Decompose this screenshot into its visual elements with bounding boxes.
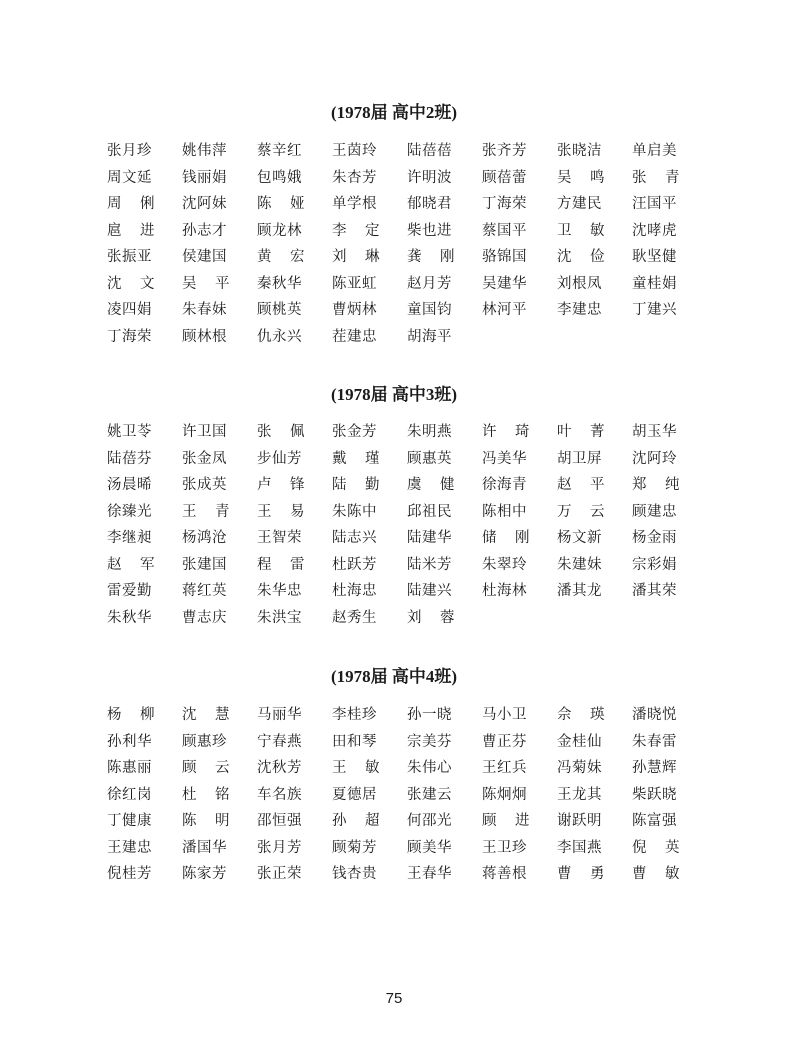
student-name: 张建云 [407,786,452,803]
student-name: 方建民 [557,196,602,212]
student-name: 周文延 [107,169,152,186]
student-name: 扈 进 [107,222,155,239]
student-name: 杨金雨 [632,530,677,546]
student-name: 姚卫苓 [107,424,152,440]
student-name: 马丽华 [257,707,302,723]
student-name: 朱春雷 [632,733,677,750]
student-name: 陆建兴 [407,583,452,599]
student-name: 顾龙林 [257,222,302,239]
student-name: 陈 明 [182,813,230,829]
student-name: 冯美华 [482,450,527,467]
student-name: 骆锦国 [482,249,527,265]
student-name: 仇永兴 [257,328,302,345]
student-name: 陆 勤 [332,477,380,493]
student-name: 顾菊芳 [332,839,377,856]
student-name: 顾桃英 [257,302,302,318]
student-name: 王 敏 [332,760,380,776]
student-name: 刘根凤 [557,275,602,292]
student-name: 吴 平 [182,275,230,292]
student-name: 谢跃明 [557,813,602,829]
student-name: 潘晓悦 [632,707,677,723]
student-name: 丁海荣 [482,196,527,212]
student-name: 张正荣 [257,866,302,882]
student-name: 童桂娟 [632,275,677,292]
student-name: 赵 平 [557,477,605,493]
student-name: 陈炯炯 [482,786,527,803]
student-name: 陈亚虹 [332,275,377,292]
student-name: 陆蓓芬 [107,450,152,467]
student-name: 朱华忠 [257,583,302,599]
student-name: 沈 文 [107,275,155,292]
student-name: 卢 锋 [257,477,305,493]
student-name: 单学根 [332,196,377,212]
student-name: 吴建华 [482,275,527,292]
student-name: 赵月芳 [407,275,452,292]
student-name: 朱明燕 [407,424,452,440]
student-name: 马小卫 [482,707,527,723]
student-name: 张振亚 [107,249,152,265]
student-name: 顾建忠 [632,503,677,520]
student-name: 张齐芳 [482,143,527,159]
student-name: 朱杏芳 [332,169,377,186]
student-name: 张月珍 [107,143,152,159]
student-name: 许 琦 [482,424,530,440]
student-name: 张金芳 [332,424,377,440]
student-name: 许卫国 [182,424,227,440]
student-name: 林河平 [482,302,527,318]
student-name: 朱洪宝 [257,609,302,626]
student-name: 陆志兴 [332,530,377,546]
student-name: 邵恒强 [257,813,302,829]
student-name: 王建忠 [107,839,152,856]
student-name: 丁健康 [107,813,152,829]
student-name: 郑 纯 [632,477,680,493]
student-name: 顾 进 [482,813,530,829]
student-name: 朱伟心 [407,760,452,776]
student-name: 刘 琳 [332,249,380,265]
student-name: 陆建华 [407,530,452,546]
student-name: 沈阿玲 [632,450,677,467]
student-name: 万 云 [557,503,605,520]
student-name: 程 雷 [257,556,305,573]
student-name: 孙 超 [332,813,380,829]
student-name: 沈哮虎 [632,222,677,239]
student-name: 孙利华 [107,733,152,750]
student-name: 冯菊妹 [557,760,602,776]
student-name: 杜海林 [482,583,527,599]
student-name: 柴也进 [407,222,452,239]
class-section-4 [0,667,788,687]
student-name: 杨鸿沧 [182,530,227,546]
section-title: (1978届 高中3班) [330,385,458,404]
student-name: 朱建妹 [557,556,602,573]
student-name: 沈 俭 [557,249,605,265]
student-name: 李继昶 [107,530,152,546]
student-name: 蒋善根 [482,866,527,882]
student-name: 潘其龙 [557,583,602,599]
student-name: 丁海荣 [107,328,152,345]
student-name: 张 佩 [257,424,305,440]
student-name: 王智荣 [257,530,302,546]
student-name: 龚 刚 [407,249,455,265]
student-name: 倪桂芳 [107,866,152,882]
student-name: 丁建兴 [632,302,677,318]
student-name: 刘 蓉 [407,609,455,626]
student-name: 钱杏贵 [332,866,377,882]
section-title: (1978届 高中4班) [330,667,458,686]
student-name: 何邵光 [407,813,452,829]
student-name: 张成英 [182,477,227,493]
student-name: 郁晓君 [407,196,452,212]
student-name: 王红兵 [482,760,527,776]
student-name: 顾蓓蕾 [482,169,527,186]
student-name: 朱秋华 [107,609,152,626]
student-name: 雷爱勤 [107,583,152,599]
student-name: 黄 宏 [257,249,305,265]
student-name: 李建忠 [557,302,602,318]
student-name: 陈相中 [482,503,527,520]
student-name: 叶 菁 [557,424,605,440]
student-name: 王 易 [257,503,305,520]
student-name: 徐红岗 [107,786,152,803]
student-name: 秦秋华 [257,275,302,292]
student-name: 吴 鸣 [557,169,605,186]
student-name: 单启美 [632,143,677,159]
student-name: 徐臻光 [107,503,152,520]
student-name: 孙志才 [182,222,227,239]
student-name: 顾林根 [182,328,227,345]
student-name: 宁春燕 [257,733,302,750]
student-name: 蒋红英 [182,583,227,599]
student-name: 曹 敏 [632,866,680,882]
student-name: 顾惠英 [407,450,452,467]
student-name: 陈惠丽 [107,760,152,776]
student-name: 姚伟萍 [182,143,227,159]
student-name: 胡卫屏 [557,450,602,467]
page-number: 75 [385,990,403,1007]
student-name: 柴跃晓 [632,786,677,803]
student-name: 包鸣娥 [257,169,302,186]
student-name: 虞 健 [407,477,455,493]
student-name: 曹正芬 [482,733,527,750]
student-name: 王卫珍 [482,839,527,856]
student-name: 孙一晓 [407,707,452,723]
student-name: 汪国平 [632,196,677,212]
name-grid [107,419,707,631]
student-name: 李 定 [332,222,380,239]
student-name: 宗彩娟 [632,556,677,573]
student-name: 金桂仙 [557,733,602,750]
student-name: 卫 敏 [557,222,605,239]
student-name: 曹志庆 [182,609,227,626]
student-name: 陈 娅 [257,196,305,212]
student-name: 张建国 [182,556,227,573]
student-name: 杜海忠 [332,583,377,599]
student-name: 沈 慧 [182,707,230,723]
student-name: 曹 勇 [557,866,605,882]
student-name: 钱丽娟 [182,169,227,186]
student-name: 汤晨晞 [107,477,152,493]
student-name: 王茵玲 [332,143,377,159]
student-name: 沈秋芳 [257,760,302,776]
student-name: 张金凤 [182,450,227,467]
student-name: 杜 铭 [182,786,230,803]
student-name: 田和琴 [332,733,377,750]
student-name: 朱春妹 [182,302,227,318]
student-name: 顾惠珍 [182,733,227,750]
student-name: 王龙其 [557,786,602,803]
student-name: 沈阿妹 [182,196,227,212]
student-name: 陈家芳 [182,866,227,882]
student-name: 顾 云 [182,760,230,776]
student-name: 朱翠玲 [482,556,527,573]
student-name: 潘其荣 [632,583,677,599]
student-name: 赵 军 [107,556,155,573]
student-name: 蔡辛红 [257,143,302,159]
student-name: 胡玉华 [632,424,677,440]
student-name: 侯建国 [182,249,227,265]
student-name: 宗美芬 [407,733,452,750]
student-name: 胡海平 [407,328,452,345]
student-name: 凌四娟 [107,302,152,318]
student-name: 储 刚 [482,530,530,546]
student-name: 陆米芳 [407,556,452,573]
student-name: 夏德居 [332,786,377,803]
student-name: 张月芳 [257,839,302,856]
student-name: 童国钧 [407,302,452,318]
student-name: 车名族 [257,786,302,803]
student-name: 王春华 [407,866,452,882]
student-name: 蔡国平 [482,222,527,239]
student-name: 徐海青 [482,477,527,493]
student-name: 杨文新 [557,530,602,546]
student-name: 周 俐 [107,196,155,212]
student-name: 杜跃芳 [332,556,377,573]
student-name: 李桂珍 [332,707,377,723]
student-name: 曹炳林 [332,302,377,318]
student-name: 张晓洁 [557,143,602,159]
student-name: 王 青 [182,503,230,520]
name-grid [107,138,707,350]
class-section-3 [0,385,788,405]
student-name: 张 青 [632,169,680,186]
student-name: 杨 柳 [107,707,155,723]
student-name: 潘国华 [182,839,227,856]
student-name: 步仙芳 [257,450,302,467]
class-section-2 [0,103,788,123]
student-name: 李国燕 [557,839,602,856]
student-name: 朱陈中 [332,503,377,520]
student-name: 顾美华 [407,839,452,856]
student-name: 赵秀生 [332,609,377,626]
student-name: 陈富强 [632,813,677,829]
student-name: 陆蓓蓓 [407,143,452,159]
student-name: 耿坚健 [632,249,677,265]
section-title: (1978届 高中2班) [330,103,458,122]
student-name: 佘 瑛 [557,707,605,723]
student-name: 茬建忠 [332,328,377,345]
student-name: 倪 英 [632,839,680,856]
student-name: 戴 瑾 [332,450,380,467]
student-name: 孙慧辉 [632,760,677,776]
name-grid [107,702,707,888]
student-name: 许明波 [407,169,452,186]
student-name: 邱祖民 [407,503,452,520]
